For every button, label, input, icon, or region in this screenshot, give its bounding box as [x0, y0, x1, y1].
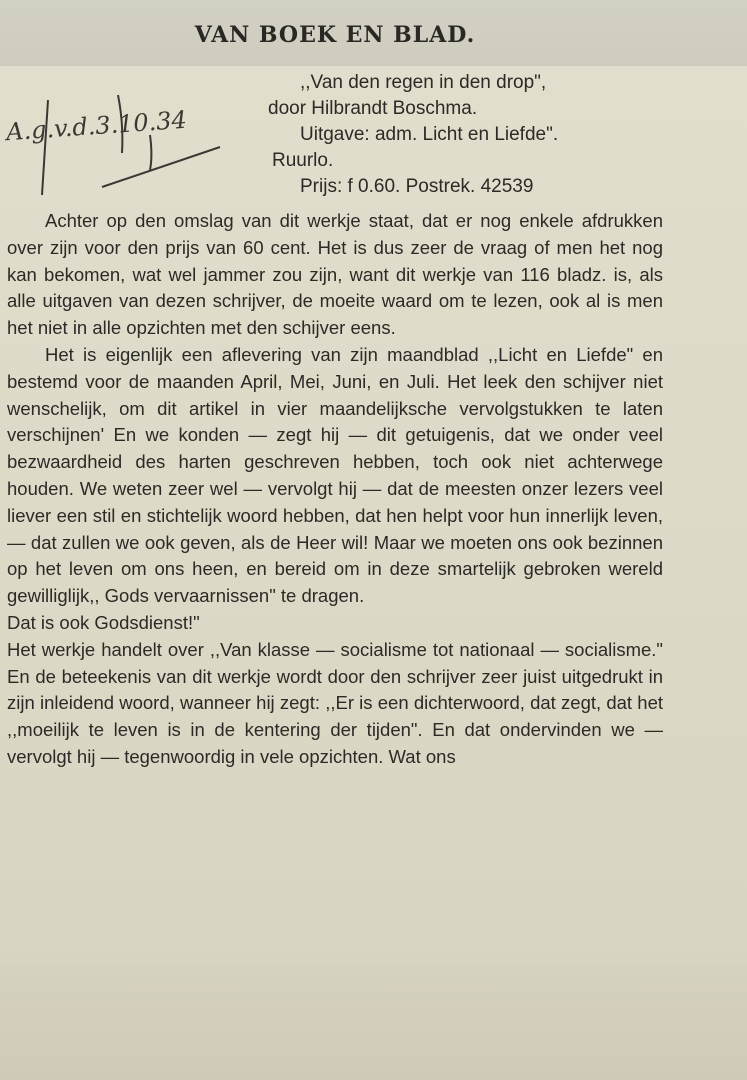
- article-body: [7, 208, 663, 771]
- paragraph-2: Het is eigenlijk een aflevering van zijn maandblad ,,Licht en Liefde" en bestemd voor de maanden April, Mei, Juni, en Juli. Het leek den schijver niet wenschelijk, om dit artikel in vier maandelijksche vervolgstukken te laten verschijnen' En we konden — zegt hij — dit getuigenis, dat we onder veel bezwaardheid des harten geschreven hebben, toch ook niet achterwege houden. We weten zeer wel — vervolgt hij — dat de meesten onzer lezers veel liever een stil en stichtelijk woord hebben, dat hen helpt voor hun innerlijk leven, — dat zullen we ook geven, als de Heer wil! Maar we moeten ons ook bezinnen op het leven om ons heen, en bereid om in deze smartelijk gebroken wereld gewilliglijk,, Gods vervaarnissen" te dragen.: [7, 343, 663, 607]
- book-place: Ruurlo.: [272, 150, 334, 171]
- book-price: Prijs: f 0.60. Postrek. 42539: [300, 176, 534, 197]
- handwritten-annotation: A.g.v.d.3.10.34: [5, 105, 188, 147]
- paragraph-3: Dat is ook Godsdienst!": [7, 611, 200, 633]
- paragraph-1: Achter op den omslag van dit werkje staat, dat er nog enkele afdrukken over zijn voor den prijs van 60 cent. Het is dus zeer de vraag of men het nog kan bekomen, wat wel jammer zou zijn, want dit werkje van 116 bladz. is, als alle uitgaven van dezen schrijver, de moeite waard om te lezen, ook al is men het niet in alle opzichten met den schijver eens.: [7, 210, 663, 339]
- page-fold-shadow: [0, 965, 747, 1080]
- book-author: door Hilbrandt Boschma.: [268, 98, 478, 119]
- book-publisher: Uitgave: adm. Licht en Liefde".: [300, 124, 559, 145]
- paragraph-4: Het werkje handelt over ,,Van klasse — socialisme tot nationaal — socialisme." En de beteekenis van dit werkje wordt door den schrijver zeer juist uitgedrukt in zijn inleidend woord, wanneer hij zegt: ,,Er is een dichterwoord, dat zegt, dat het ,,moeilijk te leven is in de kentering der tijden". En dat ondervinden we — vervolgt hij — tegenwoordig in vele opzichten. Wat ons: [7, 638, 663, 767]
- page-title: VAN BOEK EN BLAD.: [194, 22, 476, 48]
- book-title: ,,Van den regen in den drop",: [300, 72, 547, 93]
